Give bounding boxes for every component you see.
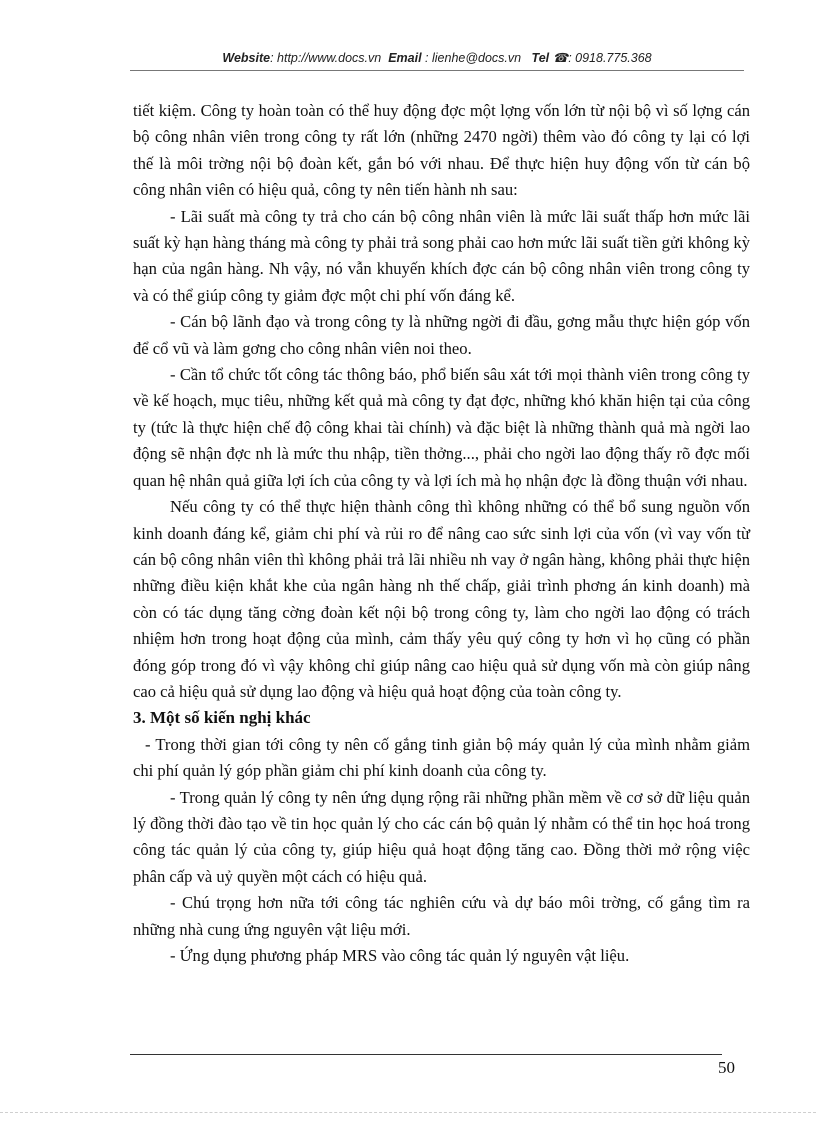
website-value[interactable]: : http://www.docs.vn xyxy=(270,51,382,65)
paragraph-1: tiết kiệm. Công ty hoàn toàn có thể huy động đợc một lợng vốn lớn từ nội bộ vì số lợng cán bộ công nhân viên trong công ty rất lớn (những 2470 ngời) thêm vào đó công ty lại có lợi thế là môi trờng nội bộ đoàn kết, gắn bó với nhau. Để thực hiện huy động vốn từ cán bộ công nhân viên có hiệu quả, công ty nên tiến hành nh sau: xyxy=(133,101,750,200)
page-number: 50 xyxy=(718,1058,735,1077)
paragraph-5: Nếu công ty có thể thực hiện thành công thì không những có thể bổ sung nguồn vốn kinh doanh đáng kể, giảm chi phí và rủi ro để nâng cao sức sinh lợi của vốn (vì vay vốn từ cán bộ công nhân viên thì không phải trả lãi nhiều nh vay ở ngân hàng, không phải thực hiện những điều kiện khắt khe của ngân hàng nh thế chấp, giải trình phơng án kinh doanh) mà còn có tác dụng tăng cờng đoàn kết nội bộ trong công ty, làm cho ngời lao động có trách nhiệm hơn trong hoạt động của mình, cảm thấy yêu quý công ty hơn vì họ cũng có phần đóng góp trong đó vì vậy không chỉ giúp nâng cao hiệu quả sử dụng vốn mà còn giúp nâng cao cả hiệu quả sử dụng lao động và hiệu quả hoạt động của toàn công ty. xyxy=(133,497,750,701)
section-paragraph-3: - Chú trọng hơn nữa tới công tác nghiên cứu và dự báo môi trờng, cố gắng tìm ra những nhà cung ứng nguyên vật liệu mới. xyxy=(133,893,750,939)
paragraph-4: - Cần tổ chức tốt công tác thông báo, phổ biến sâu xát tới mọi thành viên trong công ty về kế hoạch, mục tiêu, những kết quả mà công ty đạt đợc, những khó khăn hiện tại của công ty (tức là thực hiện chế độ công khai tài chính) và đặc biệt là những thành quả mà ngời lao động sẽ nhận đợc nh là mức thu nhập, tiền thởng..., phải cho ngời lao động thấy rõ đợc mối quan hệ nhân quả giữa lợi ích của công ty và lợi ích mà họ nhận đợc là đồng thuận với nhau. xyxy=(133,365,750,490)
section-paragraph-1: - Trong thời gian tới công ty nên cố gắng tinh giản bộ máy quản lý của mình nhằm giảm chi phí quản lý góp phần giảm chi phí kinh doanh của công ty. xyxy=(133,734,750,781)
footer-divider xyxy=(130,1054,722,1055)
tel-label: Tel xyxy=(531,51,550,65)
paragraph-3: - Cán bộ lãnh đạo và trong công ty là những ngời đi đầu, gơng mẫu thực hiện góp vốn để cổ vũ và làm gơng cho công nhân viên noi theo. xyxy=(133,312,750,358)
paragraph-2: - Lãi suất mà công ty trả cho cán bộ công nhân viên là mức lãi suất thấp hơn mức lãi suất kỳ hạn hàng tháng mà công ty phải trả song phải cao hơn mức lãi suất tiền gửi không kỳ hạn của ngân hàng. Nh vậy, nó vẫn khuyến khích đợc cán bộ công nhân viên trong công ty và có thể giúp công ty giảm đợc một chi phí vốn đáng kể. xyxy=(133,206,750,305)
section-paragraph-4: - Ứng dụng phương pháp MRS vào công tác quản lý nguyên vật liệu. xyxy=(170,946,630,965)
page-bottom-border xyxy=(0,1112,816,1113)
email-value[interactable]: : lienhe@docs.vn xyxy=(421,51,522,65)
email-label: Email xyxy=(388,51,422,65)
page-header xyxy=(130,50,744,65)
header-divider xyxy=(130,70,744,71)
section-title: 3. Một số kiến nghị khác xyxy=(133,708,311,728)
section-paragraph-2: - Trong quản lý công ty nên ứng dụng rộng rãi những phần mềm về cơ sở dữ liệu quản lý đồng thời đào tạo về tin học quản lý cho các cán bộ quản lý nhằm có thể tin học hoá trong công tác quản lý của công ty, giúp hiệu quả hoạt động tăng cao. Đồng thời mở rộng việc phân cấp và uỷ quyền một cách có hiệu quả. xyxy=(133,787,750,886)
tel-value: ☎: 0918.775.368 xyxy=(549,51,652,65)
website-label: Website xyxy=(222,51,271,65)
document-body xyxy=(133,98,750,969)
